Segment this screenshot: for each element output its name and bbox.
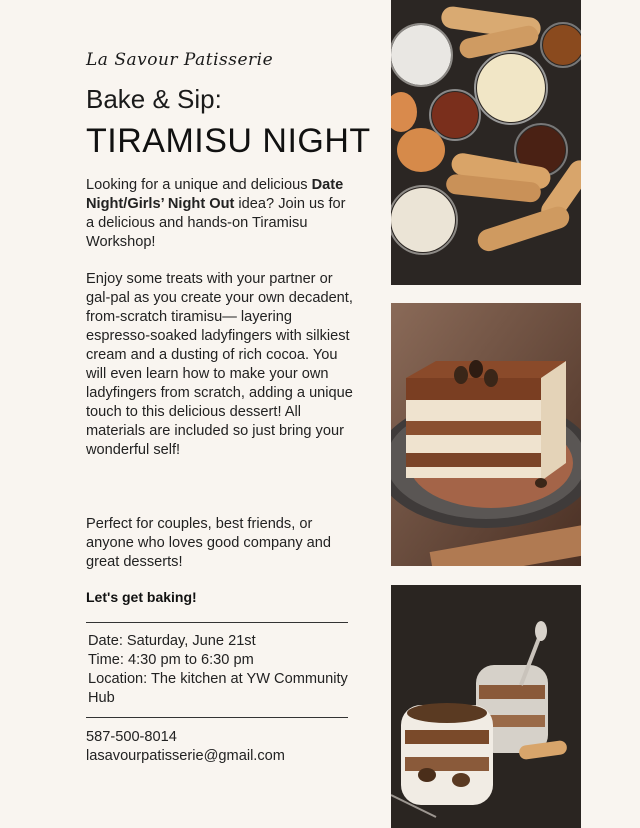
call-to-action: Let's get baking! xyxy=(86,589,197,605)
email-address: lasavourpatisserie@gmail.com xyxy=(86,748,285,764)
event-details xyxy=(88,632,348,708)
event-time: Time: 4:30 pm to 6:30 pm xyxy=(88,652,254,668)
contact-info xyxy=(86,728,285,766)
divider-bottom xyxy=(86,717,348,718)
brand-name: La Savour Patisserie xyxy=(86,50,274,70)
tiramisu-slice-photo xyxy=(391,303,581,566)
ingredients-photo xyxy=(391,0,581,285)
event-subtitle: Bake & Sip: xyxy=(86,84,222,114)
intro-paragraph xyxy=(86,176,356,252)
event-location: Location: The kitchen at YW Community Hub xyxy=(88,671,348,706)
description-paragraph: Enjoy some treats with your partner or gal-pal as you create your own decadent, from-scratch tiramisu— layering espresso-soaked ladyfingers with silkiest cream and a dusting of rich cocoa. You will even learn how to make your own ladyfingers from scratch, adding a unique touch to this delicious dessert! All materials are included so just bring your wonderful self! xyxy=(86,271,353,458)
event-title: TIRAMISU NIGHT xyxy=(86,122,371,160)
divider-top xyxy=(86,622,348,623)
intro-text-start: Looking for a unique and delicious xyxy=(86,177,312,193)
audience-paragraph: Perfect for couples, best friends, or anyone who loves good company and great desserts! xyxy=(86,516,332,570)
event-date: Date: Saturday, June 21st xyxy=(88,633,256,649)
tiramisu-cups-photo xyxy=(391,585,581,828)
phone-number: 587-500-8014 xyxy=(86,729,177,745)
intro-text-end: idea? Join us for a delicious and hands-on Tiramisu Workshop! xyxy=(86,196,346,250)
intro-bold-text: Date Night/Girls’ Night Out xyxy=(86,177,344,212)
